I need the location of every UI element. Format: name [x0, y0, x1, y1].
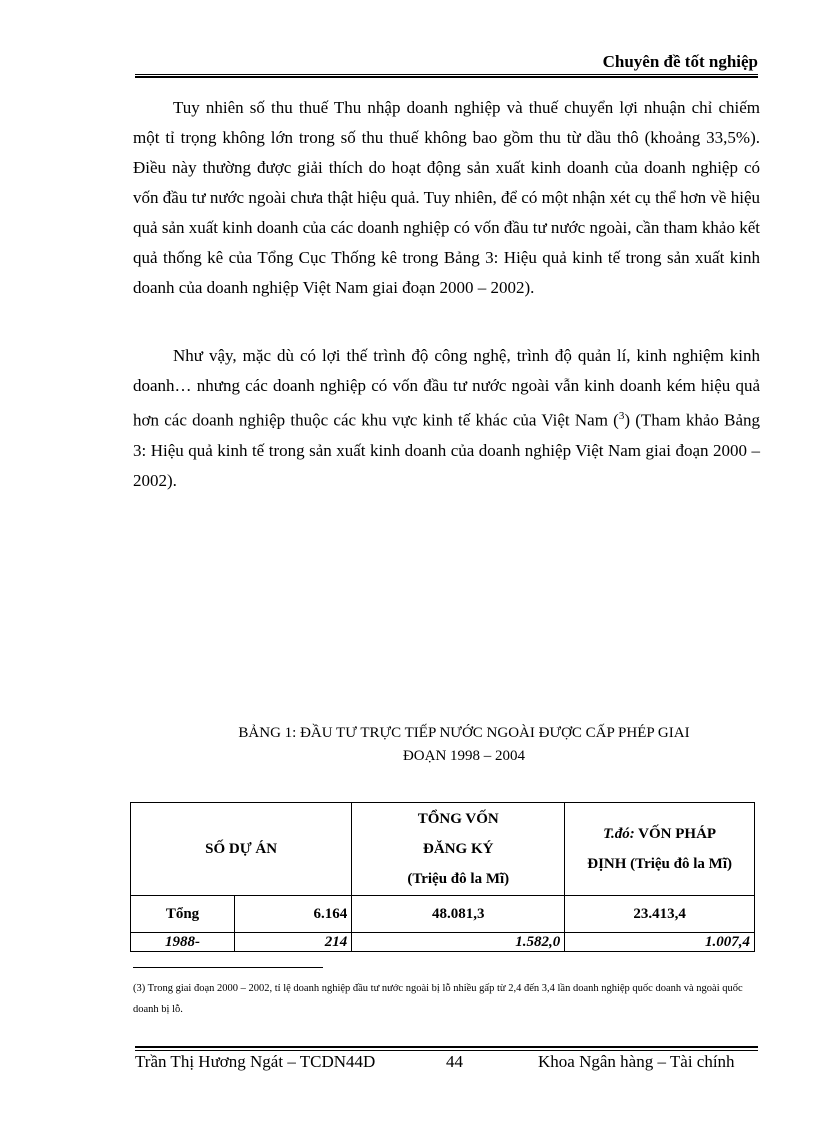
- header-capital-line-3: (Triệu đô la Mĩ): [407, 871, 510, 887]
- row-projects: 6.164: [235, 896, 352, 933]
- header-legal-capital: [565, 803, 755, 896]
- table-row: [131, 896, 755, 933]
- table-header-row: [131, 803, 755, 896]
- row-legal: 1.007,4: [565, 933, 755, 952]
- footer-rule-thick: [135, 1046, 758, 1048]
- footer-page-number: 44: [446, 1052, 463, 1071]
- header-legal-prefix: T.đó:: [603, 826, 635, 842]
- table-caption-line-2: ĐOẠN 1998 – 2004: [402, 748, 526, 764]
- row-projects: 214: [235, 933, 352, 952]
- row-legal: 23.413,4: [565, 896, 755, 933]
- header-capital-line-2: ĐĂNG KÝ: [423, 841, 494, 857]
- row-capital: 48.081,3: [352, 896, 565, 933]
- header-rule: [135, 74, 758, 75]
- header-total-capital: [352, 803, 565, 896]
- footnote-rule: [133, 967, 323, 968]
- footnote-ref: 3: [618, 410, 625, 422]
- header-rule-thick: [135, 76, 758, 78]
- table-caption: [130, 722, 798, 768]
- header-legal-line-2: ĐỊNH (Triệu đô la Mĩ): [587, 856, 732, 872]
- row-label: Tổng: [131, 896, 235, 933]
- footer-rule: [135, 1050, 758, 1051]
- paragraph-2-tail: ) (Tham khảo Bảng 3: Hiệu quả kinh tế trong sản xuất kinh doanh của doanh nghiệp Việt Nam giai đoạn 2000 – 2002).: [133, 410, 760, 490]
- fdi-table: [130, 802, 755, 952]
- document-header-title: Chuyên đề tốt nghiệp: [602, 52, 758, 71]
- header-capital-line-1: TỔNG VỐN: [417, 811, 499, 827]
- header-legal-line-1: VỐN PHÁP: [634, 826, 717, 842]
- paragraph-2: [133, 341, 760, 496]
- table-row: [131, 933, 755, 952]
- paragraph-1: Tuy nhiên số thu thuế Thu nhập doanh nghiệp và thuế chuyển lợi nhuận chỉ chiếm một tỉ trọng không lớn trong số thu thuế không bao gồm thu từ dầu thô (khoảng 33,5%). Điều này thường được giải thích do hoạt động sản xuất kinh doanh của doanh nghiệp có vốn đầu tư nước ngoài chưa thật hiệu quả. Tuy nhiên, để có một nhận xét cụ thể hơn về hiệu quả sản xuất kinh doanh của các doanh nghiệp có vốn đầu tư nước ngoài, cần tham khảo kết quả thống kê của Tổng Cục Thống kê trong Bảng 3: Hiệu quả kinh tế trong sản xuất kinh doanh của doanh nghiệp Việt Nam giai đoạn 2000 – 2002).: [133, 98, 760, 297]
- footer-faculty: Khoa Ngân hàng – Tài chính: [538, 1052, 735, 1071]
- footnote-text: (3) Trong giai đoạn 2000 – 2002, tỉ lệ doanh nghiệp đầu tư nước ngoài bị lỗ nhiều gấp từ 2,4 đến 3,4 lần doanh nghiệp quốc doanh và ngoài quốc doanh bị lỗ.: [133, 983, 743, 1015]
- footer-author: Trần Thị Hương Ngát – TCDN44D: [135, 1052, 376, 1071]
- table-caption-line-1: BẢNG 1: ĐẦU TƯ TRỰC TIẾP NƯỚC NGOÀI ĐƯỢC CẤP PHÉP GIAI: [238, 725, 690, 741]
- paragraph-2-text: Như vậy, mặc dù có lợi thế trình độ công nghệ, trình độ quản lí, kinh nghiệm kinh doanh… nhưng các doanh nghiệp có vốn đầu tư nước ngoài vẫn kinh doanh kém hiệu quả hơn các doanh nghiệp thuộc các khu vực kinh tế khác của Việt Nam (: [133, 346, 760, 430]
- row-capital: 1.582,0: [352, 933, 565, 952]
- row-label: 1988-: [131, 933, 235, 952]
- header-projects: SỐ DỰ ÁN: [131, 803, 352, 896]
